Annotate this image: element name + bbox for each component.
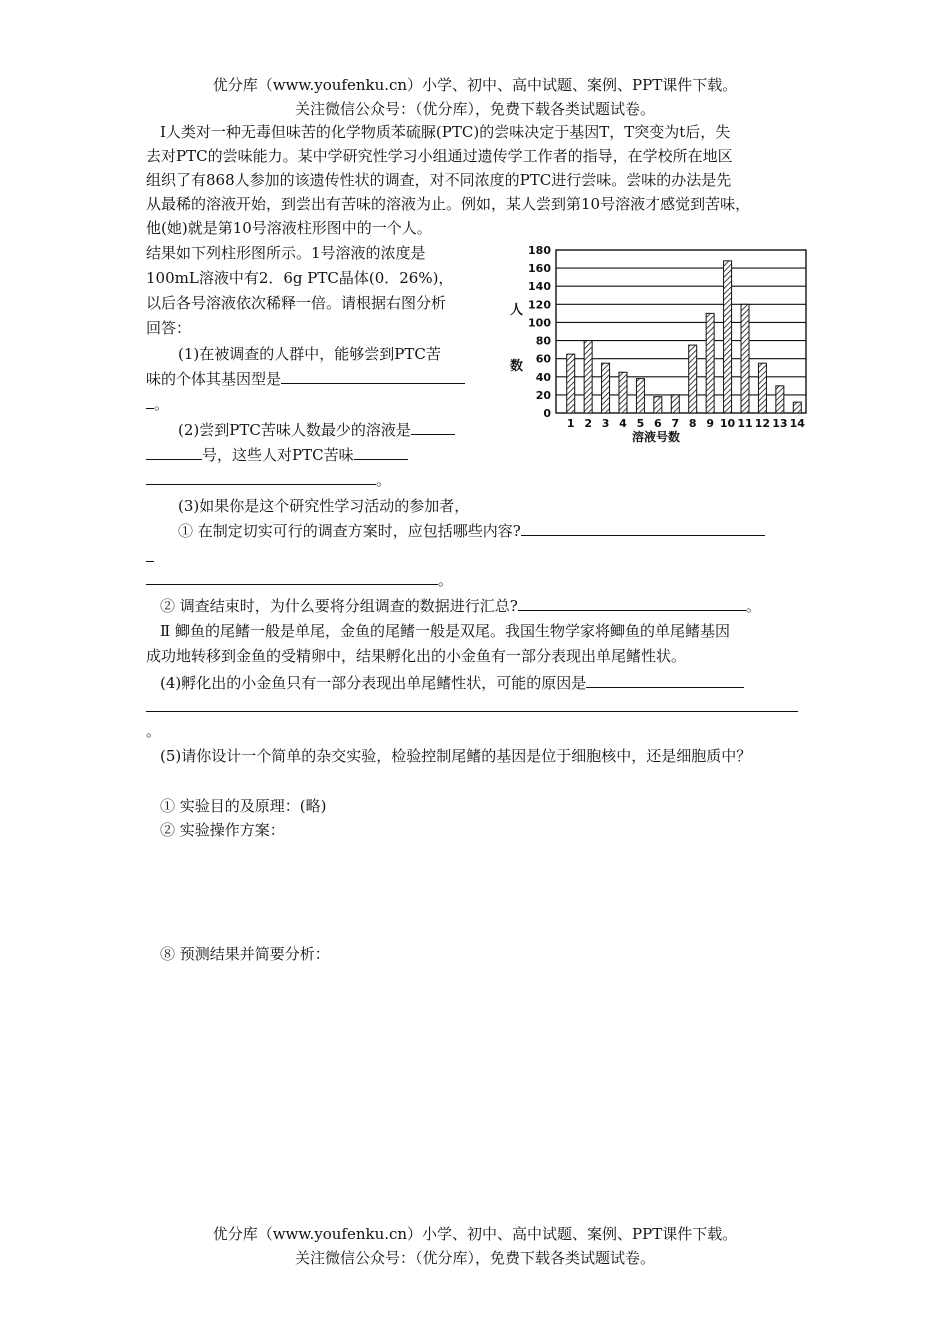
- x-tick-label: 14: [789, 417, 805, 430]
- bar-solution-11: [741, 304, 749, 413]
- footer-line-2: 关注微信公众号：（优分库），免费下载各类试题试卷。: [294, 1249, 655, 1267]
- x-tick-label: 2: [584, 417, 592, 430]
- y-tick-label: 120: [528, 298, 551, 312]
- question-2-text: (2)尝到PTC苦味人数最少的溶液是: [178, 421, 411, 439]
- x-tick-label: 10: [719, 417, 736, 430]
- question-2-line-1: [178, 420, 455, 440]
- question-3-line: (3)如果你是这个研究性学习活动的参加者，: [178, 497, 470, 515]
- answer-blank-q2a-cont[interactable]: [146, 445, 202, 460]
- question-2-line-3: [146, 470, 391, 490]
- part1-intro-line-3: 组织了有868人参加的该遗传性状的调查，对不同浓度的PTC进行尝味。尝味的办法是先: [146, 171, 732, 189]
- question-3-1-end: 。: [438, 571, 454, 589]
- bar-solution-4: [619, 372, 627, 413]
- question-2-end: 。: [376, 471, 392, 489]
- plot-frame: [556, 250, 806, 413]
- y-axis-label-bottom: 数: [510, 359, 524, 374]
- y-tick-label: 180: [528, 244, 551, 257]
- x-tick-label: 8: [688, 417, 697, 430]
- part1-intro-line-1: Ⅰ人类对一种无毒但味苦的化学物质苯硫脲(PTC)的尝味决定于基因T，T突变为t后，失: [160, 123, 731, 141]
- footer-line-1: 优分库（www.youfenku.cn）小学、初中、高中试题、案例、PPT课件下载。: [212, 1225, 738, 1243]
- answer-blank-q2a[interactable]: [411, 420, 455, 435]
- answer-blank-q1-cont[interactable]: [146, 394, 154, 409]
- question-1-text: 味的个体其基因型是: [146, 370, 282, 388]
- x-tick-label: 3: [601, 417, 610, 430]
- part2-intro-line-2: 成功地转移到金鱼的受精卵中，结果孵化出的小金鱼有一部分表现出单尾鳍性状。: [146, 647, 687, 665]
- y-tick-label: 100: [528, 316, 551, 330]
- bar-solution-12: [758, 363, 766, 413]
- answer-blank-q1[interactable]: [281, 369, 465, 384]
- question-2-text-b: 号，这些人对PTC苦味: [202, 446, 354, 464]
- question-4-text: (4)孵化出的小金鱼只有一部分表现出单尾鳍性状，可能的原因是: [160, 674, 587, 692]
- y-tick-label: 0: [543, 407, 551, 420]
- y-axis-label-top: 人: [510, 303, 524, 318]
- bar-solution-8: [689, 345, 697, 413]
- left-col-line-2: 100mL溶液中有2．6g PTC晶体(0．26%)，: [146, 269, 454, 287]
- x-tick-label: 5: [636, 417, 645, 430]
- bar-solution-2: [584, 341, 592, 413]
- question-1-line-3: [146, 394, 169, 414]
- question-1-end: 。: [154, 395, 170, 413]
- question-5-1-line: ① 实验目的及原理：(略): [160, 797, 327, 815]
- y-tick-label: 80: [535, 334, 551, 348]
- question-3-1-line-3: [146, 570, 453, 590]
- x-tick-label: 6: [654, 417, 662, 430]
- question-2-line-2: [146, 445, 408, 465]
- left-col-line-3: 以后各号溶液依次稀释一倍。请根据右图分析: [146, 294, 447, 312]
- question-4-line: [160, 673, 744, 693]
- question-4-line-2: [146, 697, 798, 717]
- x-tick-label: 13: [772, 417, 788, 430]
- bar-solution-14: [793, 402, 801, 413]
- answer-blank-q2b-cont[interactable]: [146, 470, 376, 485]
- part1-intro-line-2: 去对PTC的尝味能力。某中学研究性学习小组通过遗传学工作者的指导，在学校所在地区: [146, 147, 733, 165]
- bar-solution-1: [567, 354, 575, 413]
- part1-intro-line-5: 他(她)就是第10号溶液柱形图中的一个人。: [146, 219, 432, 237]
- part2-intro-line-1: Ⅱ 鲫鱼的尾鳍一般是单尾，金鱼的尾鳍一般是双尾。我国生物学家将鲫鱼的单尾鳍基因: [160, 622, 730, 640]
- question-4-end: 。: [146, 722, 162, 740]
- bar-solution-6: [654, 397, 662, 413]
- answer-blank-q3-1[interactable]: [521, 521, 765, 536]
- question-1-line-2: [146, 369, 465, 389]
- question-3-1-line: [178, 521, 765, 541]
- question-3-1-line-2: [146, 547, 154, 567]
- x-tick-label: 7: [671, 417, 680, 430]
- x-tick-label: 11: [737, 417, 753, 430]
- x-tick-label: 9: [706, 417, 714, 430]
- bar-solution-7: [671, 395, 679, 413]
- ptc-bar-chart: [508, 238, 818, 450]
- question-3-2-text: ② 调查结束时，为什么要将分组调查的数据进行汇总?: [160, 597, 518, 615]
- y-tick-label: 40: [535, 370, 551, 384]
- answer-blank-q2b[interactable]: [354, 445, 408, 460]
- header-line-2: 关注微信公众号：（优分库），免费下载各类试题试卷。: [294, 100, 655, 118]
- question-3-2-line: [160, 596, 761, 616]
- left-col-line-1: 结果如下列柱形图所示。1号溶液的浓度是: [146, 244, 426, 262]
- question-1-line-1: (1)在被调查的人群中，能够尝到PTC苦: [178, 345, 441, 363]
- bar-solution-10: [724, 261, 732, 413]
- y-tick-label: 60: [535, 352, 551, 366]
- question-5-line: (5)请你设计一个简单的杂交实验，检验控制尾鳍的基因是位于细胞核中，还是细胞质中？: [160, 747, 752, 765]
- bar-solution-9: [706, 313, 714, 413]
- bar-solution-3: [602, 363, 610, 413]
- x-tick-label: 1: [566, 417, 575, 430]
- question-5-2-line: ② 实验操作方案：: [160, 821, 285, 839]
- left-col-line-4: 回答：: [146, 319, 192, 337]
- answer-blank-q3-1-cont[interactable]: [146, 547, 154, 562]
- part1-intro-line-4: 从最稀的溶液开始，到尝出有苦味的溶液为止。例如，某人尝到第10号溶液才感觉到苦味，: [146, 195, 751, 213]
- answer-blank-q4-cont[interactable]: [146, 697, 798, 712]
- y-tick-label: 160: [528, 262, 551, 276]
- x-tick-label: 4: [619, 417, 627, 430]
- answer-blank-q4[interactable]: [586, 673, 744, 688]
- x-tick-label: 12: [754, 417, 771, 430]
- answer-blank-q3-2[interactable]: [518, 596, 746, 611]
- y-tick-label: 140: [528, 280, 551, 294]
- answer-blank-q3-1-cont2[interactable]: [146, 570, 438, 585]
- question-3-2-end: 。: [745, 597, 761, 615]
- question-3-1-text: ① 在制定切实可行的调查方案时，应包括哪些内容?: [178, 522, 521, 540]
- bar-solution-5: [636, 379, 644, 413]
- question-5-3-line: ⑧ 预测结果并简要分析：: [160, 945, 330, 963]
- x-axis-label: 溶液号数: [631, 430, 681, 444]
- bar-solution-13: [776, 386, 784, 413]
- y-tick-label: 20: [535, 388, 551, 402]
- header-line-1: 优分库（www.youfenku.cn）小学、初中、高中试题、案例、PPT课件下载。: [212, 76, 738, 94]
